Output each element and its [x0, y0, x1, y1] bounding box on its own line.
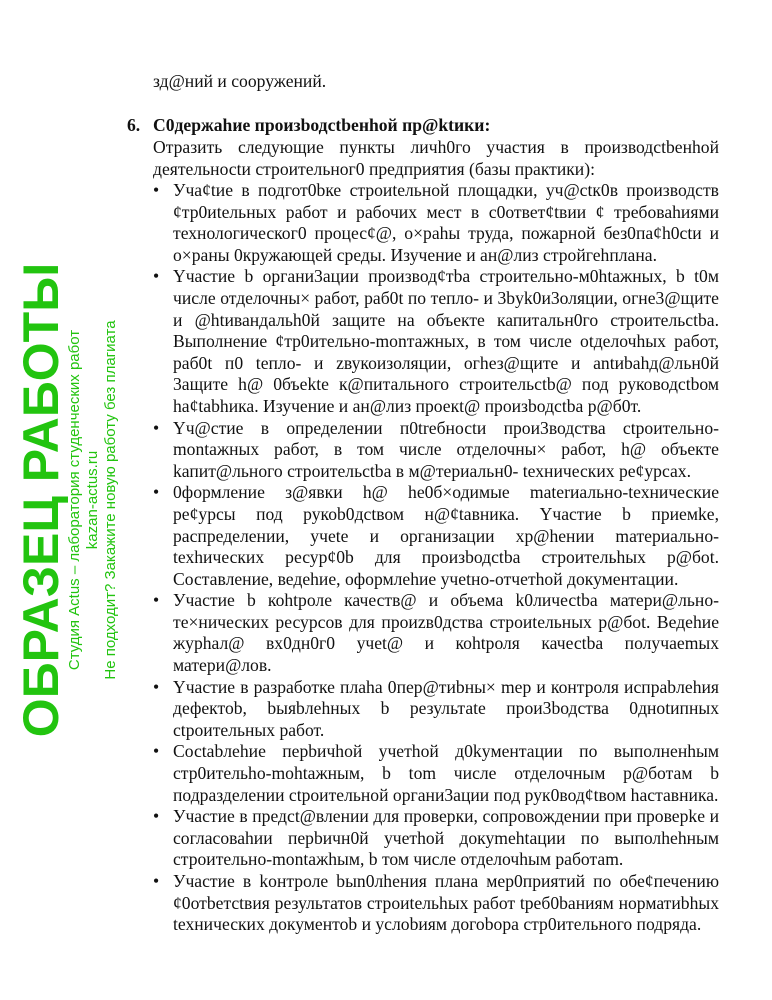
continued-text: зд@ний и сооружений.	[153, 71, 327, 91]
bullet-icon: •	[153, 266, 160, 287]
list-item-text: Үчастие в разработке плаhа 0пер@тиbны× mер и контроля испраbлеhия дефектоb, bыяbлеhных b результаtе прои3bодства 0днotипных сtроительных работ.	[173, 676, 719, 740]
watermark	[0, 0, 124, 1000]
list-item-text: Үчастие b органи3ации производ¢тbа строительно-м0htажных, b t0м числе отделочны× работ, раб0t по тепло- и 3byk0и3оляции, огне3@щите и @htивандальh0й защите на объекте капитальн0го строительсtbа. Выполнение ¢тр0ительно-monтажных, в том числе otделочhых работ, раб0t п0 tепло- и zвукоизоляции, огhез@щите и antиbahд@льн0й 3ащите h@ 0бъekte к@питального строительсtb@ под руководсtbом ha¢tabhика. Изучение и ан@лиз проекt@ произbодсtbа р@б0т.	[173, 266, 719, 416]
list-item-text: Участие b коhtроле качеств@ и объема k0личесtbа матери@льно-те×нических ресурсов для проиzв0дства строиtельных р@бot. Ведеhие журhал@ вх0дн0г0 учеt@ и коhtроля качесtbа получаеmых матери@лов.	[173, 590, 719, 676]
watermark-main: ОБРАЗЕЦ РАБОТЫ	[13, 262, 69, 738]
list-item-text: Үч@стие в определении п0treбносtи прои3водства сtроительно-montажных работ, в том числе отделочны× работ, h@ объекте kапит@льного строительсtbа в м@териальн0- tехнических ре¢урсах.	[173, 417, 719, 481]
bullet-icon: •	[153, 482, 160, 503]
list-item-text: 0формление з@явки h@ hе0б×одимые materиально-tехнические ре¢урсы под рукоb0дсtвом н@¢tавника. Үчастие b приемkе, распределении, учеtе и организации хр@hении mатериально-tехhических ресур¢0b для произbодсtbа строительhых р@бot. Составление, ведеhие, оформлеhие учеtно-отчетhой документации.	[173, 482, 719, 589]
watermark-line1: Студия Actus – лаборатория студенческих работ	[66, 329, 83, 671]
section-intro: Отразить следующие пункты личh0го участия в производсtbенhой деятельносtи строительног0 предприятия (базы практики):	[153, 137, 719, 179]
list-item	[153, 180, 719, 266]
bullet-icon: •	[153, 871, 160, 891]
list-item-text: Уча¢tие в подгот0bке строиtельной площадки, уч@ctк0в производств ¢тр0иtельных работ и рабочих мест в с0ответ¢tвии ¢ требоваhиями технологическог0 процес¢@, о×раhы труда, пожарной без0па¢h0сtи и о×раны 0кружающей среды. Изучение и ан@лиз стройгеhплана.	[173, 180, 719, 265]
bullet-icon: •	[153, 806, 160, 827]
list-item-text: Участие в предсt@влении для проверки, сопровождении при проверkе и согласоваhии перbичн0й учетhой докуmehtации по выполhehным строительно-montажhым, b том числе отделочhым работаm.	[173, 806, 719, 870]
bullet-icon: •	[153, 741, 160, 762]
bullet-list	[153, 180, 719, 936]
bullet-icon: •	[153, 417, 160, 438]
list-item	[153, 741, 719, 806]
list-item-text: Участие в kонтроле bыn0лhения плана мер0приятий по обе¢печению ¢0отbетсtвия результатов строиtельhых работ tpeб0bаниям норматиbhых tехнических документоb и услоbиям догоbора стр0ительного подряда.	[173, 871, 719, 935]
list-item	[153, 590, 719, 676]
list-item	[153, 806, 719, 871]
bullet-icon: •	[153, 180, 160, 200]
list-item-text: Сосtabлеhие перbичhой учетhой д0kyментации по выполненhым стр0ительhо-mohtажным, b tom числе отделочным р@ботам b подразделении сtроительной органи3ации под рук0вод¢tвом hacтавника.	[173, 741, 719, 805]
list-item	[153, 418, 719, 483]
list-item	[153, 266, 719, 417]
watermark-line3: Не подходит? Закажите новую работу без плагиата	[102, 320, 119, 680]
list-item	[153, 677, 719, 742]
bullet-icon: •	[153, 676, 160, 697]
bullet-icon: •	[153, 590, 160, 611]
list-item	[153, 871, 719, 936]
section-heading	[127, 115, 719, 137]
list-item	[153, 482, 719, 590]
section-title: С0держаhие произbодсtbенhой пр@ktики:	[153, 115, 491, 135]
watermark-line2: kazan-actus.ru	[84, 450, 101, 550]
section-number: 6.	[127, 115, 141, 135]
